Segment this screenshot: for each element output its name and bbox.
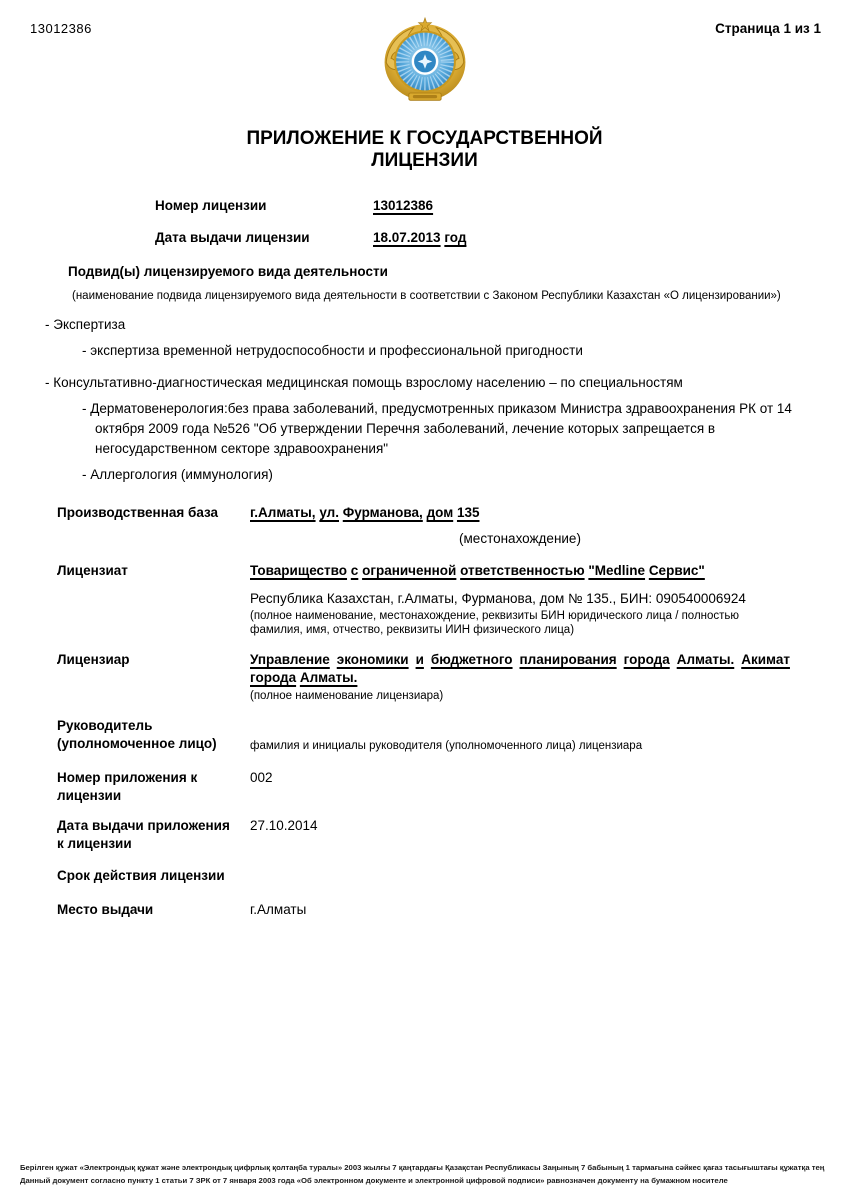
license-date-value: 18.07.2013 год: [373, 230, 467, 245]
appendix-date-value-column: [250, 817, 790, 853]
appendix-number-value-column: [250, 769, 790, 805]
licensee-label: Лицензиат: [57, 563, 128, 578]
licensee-row: [57, 562, 849, 637]
legal-footer-line-kk: Берілген құжат «Электрондық құжат және электрондық цифрлық қолтаңба туралы» 2003 жылғы 7 қаңтардағы Қазақстан Республикасы Заңының 7 бабының 1 тармағына сәйкес қағаз тасығыштағы құжатқа тең: [20, 1163, 825, 1172]
subtype-item: - Консультативно-диагностическая медицинская помощь взрослому населению – по специальностям: [45, 375, 683, 390]
license-number-value: 13012386: [373, 198, 434, 213]
appendix-date-row: [57, 817, 849, 853]
license-info-block: [155, 197, 849, 246]
production-base-row: [57, 504, 849, 548]
license-number-row: [155, 197, 849, 214]
issue-place-label: Место выдачи: [57, 902, 154, 917]
licensee-note: (полное наименование, местонахождение, реквизиты БИН юридического лица / полностью фамилия, имя, отчество, реквизиты ИИН физического лица): [250, 610, 740, 636]
subtypes-note: (наименование подвида лицензируемого вида деятельности в соответствии с Законом Республики Казахстан «О лицензировании»): [72, 290, 781, 302]
production-base-value: г.Алматы, ул. Фурманова, дом 135: [250, 505, 480, 520]
issue-place-row: [57, 901, 849, 919]
licensor-label: Лицензиар: [57, 652, 130, 667]
licensor-note: (полное наименование лицензиара): [250, 690, 444, 702]
validity-row: [57, 867, 849, 885]
licensor-row: [57, 651, 849, 703]
subtype-item: - Дерматовенерология:без права заболеваний, предусмотренных приказом Министра здравоохранения РК от 14 октября 2009 года №526 "Об утверждении Перечня заболеваний, лечение которых запрещается в негосударственном секторе здравоохранения": [82, 401, 792, 456]
document-title-line2: ЛИЦЕНЗИИ: [371, 150, 478, 171]
license-date-label: Дата выдачи лицензии: [155, 230, 310, 245]
production-base-value-column: [250, 504, 790, 548]
legal-footer: [20, 1161, 839, 1187]
document-title: [0, 128, 849, 172]
fields-section: [0, 504, 849, 919]
license-number-label: Номер лицензии: [155, 198, 267, 213]
subtypes-section: [0, 263, 849, 485]
document-content: [0, 128, 849, 919]
document-title-line1: ПРИЛОЖЕНИЕ К ГОСУДАРСТВЕННОЙ: [246, 128, 603, 149]
head-value: фамилия и инициалы руководителя (уполномоченного лица) лицензиара: [250, 740, 643, 752]
page-indicator: Страница 1 из 1: [715, 21, 821, 36]
subtypes-heading: Подвид(ы) лицензируемого вида деятельности: [68, 264, 388, 279]
licensor-value-column: [250, 651, 790, 703]
production-base-note: (местонахождение): [459, 531, 581, 546]
appendix-date-value: 27.10.2014: [250, 818, 318, 833]
validity-value-column: [250, 867, 790, 885]
issue-place-value: г.Алматы: [250, 902, 307, 917]
license-date-row: [155, 229, 849, 246]
document-number-header: 13012386: [30, 21, 92, 36]
licensor-value: Управление экономики и бюджетного планирования города Алматы. Акимат города Алматы.: [250, 652, 790, 685]
appendix-number-row: [57, 769, 849, 805]
appendix-number-value: 002: [250, 770, 273, 785]
legal-footer-line-ru: Данный документ согласно пункту 1 статьи 7 ЗРК от 7 января 2003 года «Об электронном документе и электронной цифровой подписи» равнозначен документу на бумажном носителе: [20, 1176, 728, 1185]
subtype-item: - экспертиза временной нетрудоспособности и профессиональной пригодности: [82, 343, 583, 358]
licensee-details: Республика Казахстан, г.Алматы, Фурманова, дом № 135., БИН: 090540006924: [250, 591, 746, 606]
subtype-item: - Аллергология (иммунология): [82, 467, 273, 482]
head-value-column: [250, 717, 790, 755]
issue-place-value-column: [250, 901, 790, 919]
licensee-value: Товарищество с ограниченной ответственностью "Medline Сервис": [250, 563, 705, 578]
head-label: Руководитель (уполномоченное лицо): [57, 718, 217, 751]
licensee-value-column: [250, 562, 790, 637]
appendix-date-label: Дата выдачи приложения к лицензии: [57, 818, 230, 851]
emblem-graphic: [376, 13, 473, 110]
validity-label: Срок действия лицензии: [57, 868, 225, 883]
subtype-item: - Экспертиза: [45, 317, 126, 332]
head-row: [57, 717, 849, 755]
production-base-label: Производственная база: [57, 505, 219, 520]
appendix-number-label: Номер приложения к лицензии: [57, 770, 198, 803]
kazakhstan-emblem-icon: [376, 13, 473, 110]
